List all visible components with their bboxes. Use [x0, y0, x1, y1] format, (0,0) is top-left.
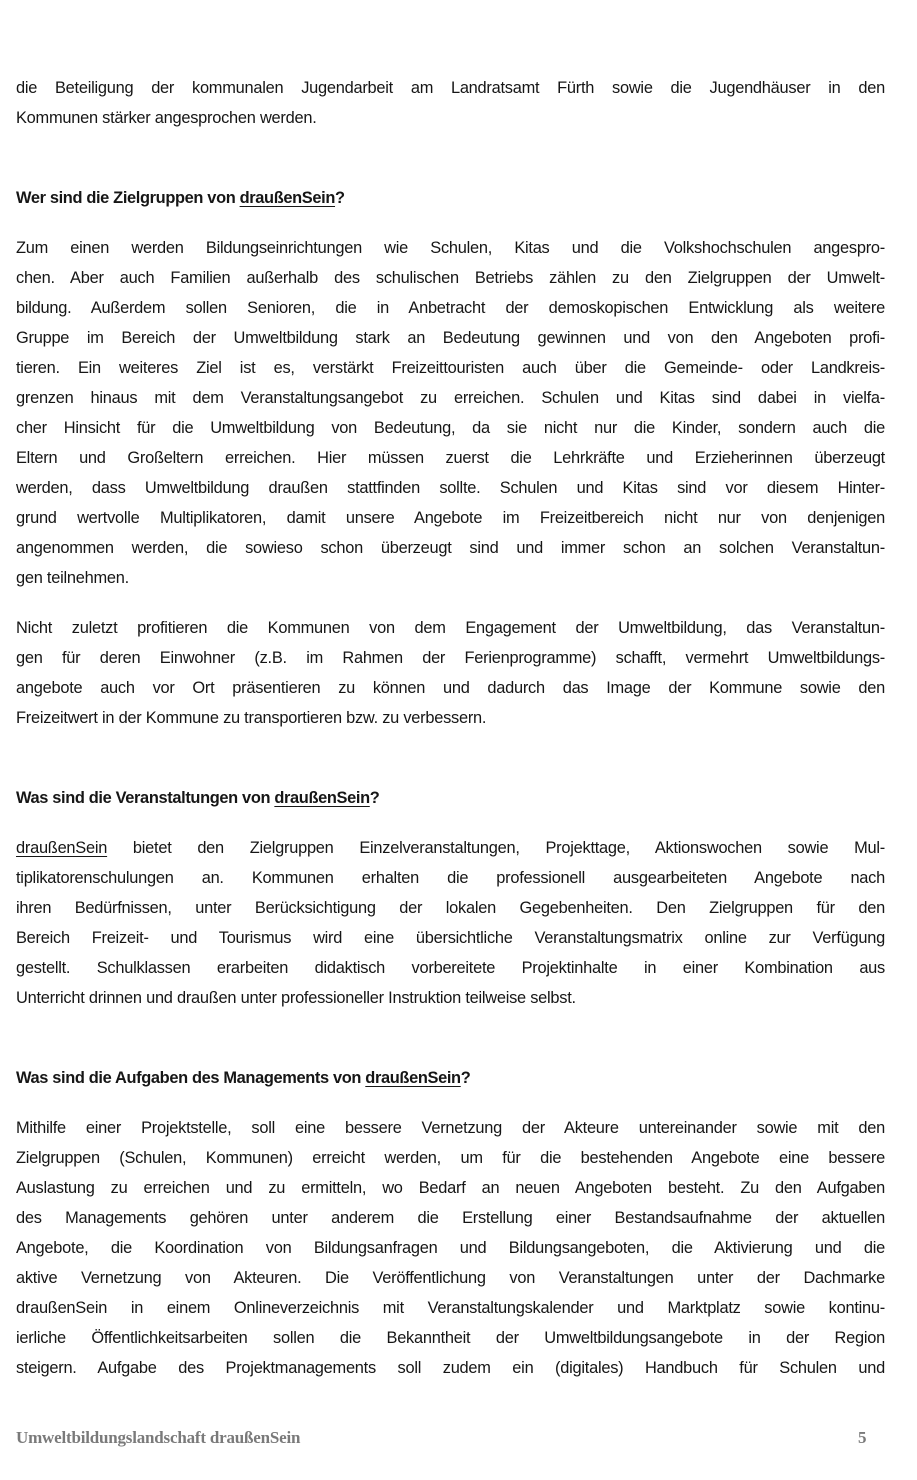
body-line: steigern. Aufgabe des Projektmanagements soll zudem ein (digitales) Handbuch für Schulen und: [16, 1359, 885, 1377]
footer-title: Umweltbildungslandschaft draußenSein: [16, 1428, 301, 1447]
section-heading-veranstaltungen: [16, 787, 885, 809]
brand-link: draußenSein: [16, 839, 108, 857]
intro-line: die Beteiligung der kommunalen Jugendarbeit am Landratsamt Fürth sowie die Jugendhäuser in den: [16, 79, 885, 97]
heading-text: Wer sind die Zielgruppen von: [16, 189, 240, 207]
body-line: cher Hinsicht für die Umweltbildung von Bedeutung, da sie nicht nur die Kinder, sondern auch die: [16, 419, 885, 437]
body-text: bietet den Zielgruppen Einzelveranstaltungen, Projekttage, Aktionswochen sowie Mul-: [107, 839, 885, 857]
intro-line: Kommunen stärker angesprochen werden.: [16, 109, 317, 127]
body-line: Gruppe im Bereich der Umweltbildung stark an Bedeutung gewinnen und von den Angeboten profi-: [16, 329, 885, 347]
body-line: Auslastung zu erreichen und zu ermitteln, wo Bedarf an neuen Angeboten besteht. Zu den Aufgaben: [16, 1179, 885, 1197]
body-line: [16, 837, 885, 859]
heading-suffix: ?: [369, 789, 380, 807]
body-line: Eltern und Großeltern erreichen. Hier müssen zuerst die Lehrkräfte und Erzieherinnen überzeugt: [16, 449, 885, 467]
brand-link: draußenSein: [365, 1069, 461, 1087]
section-heading-aufgaben: [16, 1067, 885, 1089]
body-line: des Managements gehören unter anderem die Erstellung einer Bestandsaufnahme der aktuellen: [16, 1209, 885, 1227]
body-line: gen für deren Einwohner (z.B. im Rahmen der Ferienprogramme) schafft, vermehrt Umweltbildungs-: [16, 649, 885, 667]
body-line: Zum einen werden Bildungseinrichtungen wie Schulen, Kitas und die Volkshochschulen angespro-: [16, 239, 885, 257]
body-line: Zielgruppen (Schulen, Kommunen) erreicht werden, um für die bestehenden Angebote eine bessere: [16, 1149, 885, 1167]
heading-text: Was sind die Aufgaben des Managements von: [16, 1069, 366, 1087]
body-line: werden, dass Umweltbildung draußen stattfinden sollte. Schulen und Kitas sind vor diesem Hinter-: [16, 479, 885, 497]
body-line: draußenSein in einem Onlineverzeichnis mit Veranstaltungskalender und Marktplatz sowie kontinu-: [16, 1299, 885, 1317]
body-line: gestellt. Schulklassen erarbeiten didaktisch vorbereitete Projektinhalte in einer Kombination aus: [16, 959, 885, 977]
body-line: tieren. Ein weiteres Ziel ist es, verstärkt Freizeittouristen auch über die Gemeinde- oder Landkreis-: [16, 359, 885, 377]
body-line: ierliche Öffentlichkeitsarbeiten sollen die Bekanntheit der Umweltbildungsangebote in der Region: [16, 1329, 885, 1347]
section-heading-zielgruppen: [16, 187, 885, 209]
body-line: chen. Aber auch Familien außerhalb des schulischen Betriebs zählen zu den Zielgruppen der Umwelt-: [16, 269, 885, 287]
body-line: aktive Vernetzung von Akteuren. Die Veröffentlichung von Veranstaltungen unter der Dachmarke: [16, 1269, 885, 1287]
body-line: ihren Bedürfnissen, unter Berücksichtigung der lokalen Gegebenheiten. Den Zielgruppen für den: [16, 899, 885, 917]
body-line: angebote auch vor Ort präsentieren zu können und dadurch das Image der Kommune sowie den: [16, 679, 885, 697]
body-line: grund wertvolle Multiplikatoren, damit unsere Angebote im Freizeitbereich nicht nur von denjenigen: [16, 509, 885, 527]
body-line: Mithilfe einer Projektstelle, soll eine bessere Vernetzung der Akteure untereinander sowie mit den: [16, 1119, 885, 1137]
body-line: angenommen werden, die sowieso schon überzeugt sind und immer schon an solchen Veranstaltun-: [16, 539, 885, 557]
body-line: grenzen hinaus mit dem Veranstaltungsangebot zu erreichen. Schulen und Kitas sind dabei in vielfa-: [16, 389, 885, 407]
body-line: Freizeitwert in der Kommune zu transportieren bzw. zu verbessern.: [16, 709, 487, 727]
brand-link: draußenSein: [239, 189, 336, 207]
heading-text: Was sind die Veranstaltungen von: [16, 789, 275, 807]
body-line: bildung. Außerdem sollen Senioren, die in Anbetracht der demoskopischen Entwicklung als weitere: [16, 299, 885, 317]
body-line: gen teilnehmen.: [16, 569, 129, 587]
body-line: Unterricht drinnen und draußen unter professioneller Instruktion teilweise selbst.: [16, 989, 576, 1007]
body-line: Bereich Freizeit- und Tourismus wird eine übersichtliche Veranstaltungsmatrix online zur Verfügung: [16, 929, 885, 947]
brand-link: draußenSein: [274, 789, 370, 807]
heading-suffix: ?: [335, 189, 345, 207]
heading-suffix: ?: [460, 1069, 471, 1087]
body-line: Angebote, die Koordination von Bildungsanfragen und Bildungsangeboten, die Aktivierung und die: [16, 1239, 885, 1257]
body-line: Nicht zuletzt profitieren die Kommunen von dem Engagement der Umweltbildung, das Veranstaltun-: [16, 619, 885, 637]
page-number: 5: [858, 1428, 867, 1447]
body-line: tiplikatorenschulungen an. Kommunen erhalten die professionell ausgearbeiteten Angebote nach: [16, 869, 885, 887]
